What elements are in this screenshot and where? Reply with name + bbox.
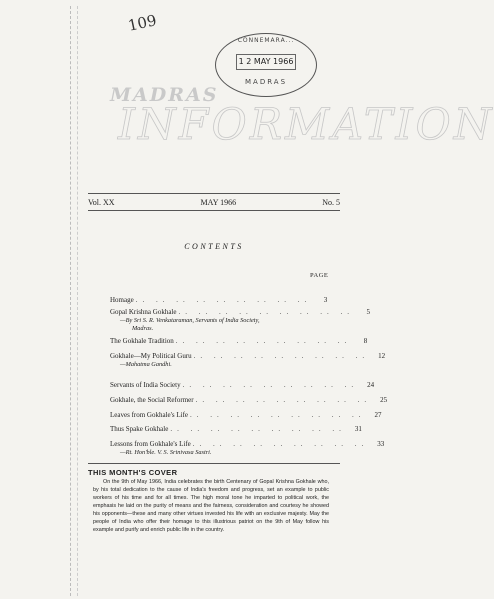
stamp-date: 1 2 MAY 1966 (236, 54, 296, 70)
toc-title: Gokhale, the Social Reformer (110, 396, 194, 404)
toc-page-number: 27 (374, 411, 382, 419)
toc-leader-dots: .. .. .. .. .. .. .. .. .. (178, 308, 354, 316)
toc-row (110, 337, 368, 346)
contents-title: CONTENTS (184, 242, 244, 251)
toc-entry (110, 352, 386, 369)
toc-title: Servants of India Society (110, 381, 181, 389)
toc-entry (110, 308, 370, 333)
binding-holes (70, 6, 78, 596)
issue-volume: Vol. XX (88, 198, 115, 207)
toc-leader-dots: .. .. .. .. .. .. .. .. .. (192, 440, 369, 448)
library-stamp (215, 33, 317, 97)
toc-row (110, 308, 370, 317)
toc-row (110, 425, 362, 434)
toc-row (110, 440, 385, 449)
toc-entry (110, 381, 375, 390)
toc-row (110, 381, 375, 390)
toc-author: —Rt. Hon'ble. V. S. Srinivasa Sastri. (120, 449, 212, 456)
issue-rule-bottom (88, 210, 340, 211)
toc-page-number: 25 (380, 396, 388, 404)
issue-month: MAY 1966 (200, 198, 237, 207)
toc-title: Gopal Krishna Gokhale (110, 308, 177, 316)
toc-page-number: 8 (363, 337, 368, 345)
toc-entry (110, 440, 385, 457)
toc-author: —By Sri S. R. Venkataraman, Servants of India Society, (120, 317, 260, 324)
toc-leader-dots: .. .. .. .. .. .. .. .. .. (182, 381, 359, 389)
masthead-information: INFORMATION (118, 100, 494, 150)
toc-entry (110, 296, 326, 305)
toc-author: Madras. (132, 325, 154, 332)
page-column-header: PAGE (310, 272, 329, 279)
stamp-top-text: CONNEMARA... (237, 37, 295, 44)
toc-entry (110, 411, 382, 420)
toc-leader-dots: .. .. .. .. .. .. .. .. .. (195, 396, 372, 404)
toc-page-number: 33 (377, 440, 385, 448)
cover-rule (88, 463, 340, 464)
handwritten-note: 109 (126, 11, 159, 35)
toc-row (110, 296, 326, 305)
toc-page-number: 5 (366, 308, 370, 316)
issue-line (88, 198, 340, 207)
toc-title: The Gokhale Tradition (110, 337, 174, 345)
toc-leader-dots: .. .. .. .. .. .. .. .. .. (175, 337, 352, 345)
toc-leader-dots: .. .. .. .. .. .. .. .. .. (170, 425, 346, 433)
toc-title: Lessons from Gokhale's Life (110, 440, 191, 448)
toc-row (110, 396, 388, 405)
toc-row (110, 352, 386, 361)
masthead-madras: MADRAS (110, 84, 219, 106)
toc-leader-dots: .. .. .. .. .. .. .. .. .. (190, 411, 366, 419)
toc-title: Thus Spake Gokhale (110, 425, 169, 433)
toc-entry (110, 337, 368, 346)
toc-leader-dots: .. .. .. .. .. .. .. .. .. (135, 296, 312, 304)
toc-entry (110, 425, 362, 434)
toc-title: Homage (110, 296, 134, 304)
stamp-bottom-text: MADRAS (244, 78, 288, 86)
cover-paragraph: On the 9th of May 1966, India celebrates the birth Centenary of Gopal Krishna Gokhale who, by his total dedication to the cause of India's freedom and progress, set an example to public workers of his time and for all times. The high moral tone he imparted to political work, the emphasis he laid on the purity of means and the fairness, consideration and courtesy he showed his opponents—these and many other virtues invested his life with an exclusive majesty. May the people of India who offer their homage to this illustrious patriot on the 9th of May follow his example and purify and enrich public life in the country. (93, 479, 329, 533)
toc-page-number: 31 (354, 425, 362, 433)
toc-entry (110, 396, 388, 405)
cover-heading: THIS MONTH'S COVER (88, 468, 178, 477)
toc-row (110, 411, 382, 420)
toc-title: Leaves from Gokhale's Life (110, 411, 189, 419)
toc-page-number: 24 (367, 381, 375, 389)
toc-leader-dots: .. .. .. .. .. .. .. .. .. (193, 352, 370, 360)
issue-number: No. 5 (322, 198, 340, 207)
toc-author: —Mahatma Gandhi. (120, 361, 172, 368)
toc-title: Gokhale—My Political Guru (110, 352, 192, 360)
issue-rule-top (88, 193, 340, 194)
toc-page-number: 3 (323, 296, 328, 304)
toc-page-number: 12 (378, 352, 386, 360)
